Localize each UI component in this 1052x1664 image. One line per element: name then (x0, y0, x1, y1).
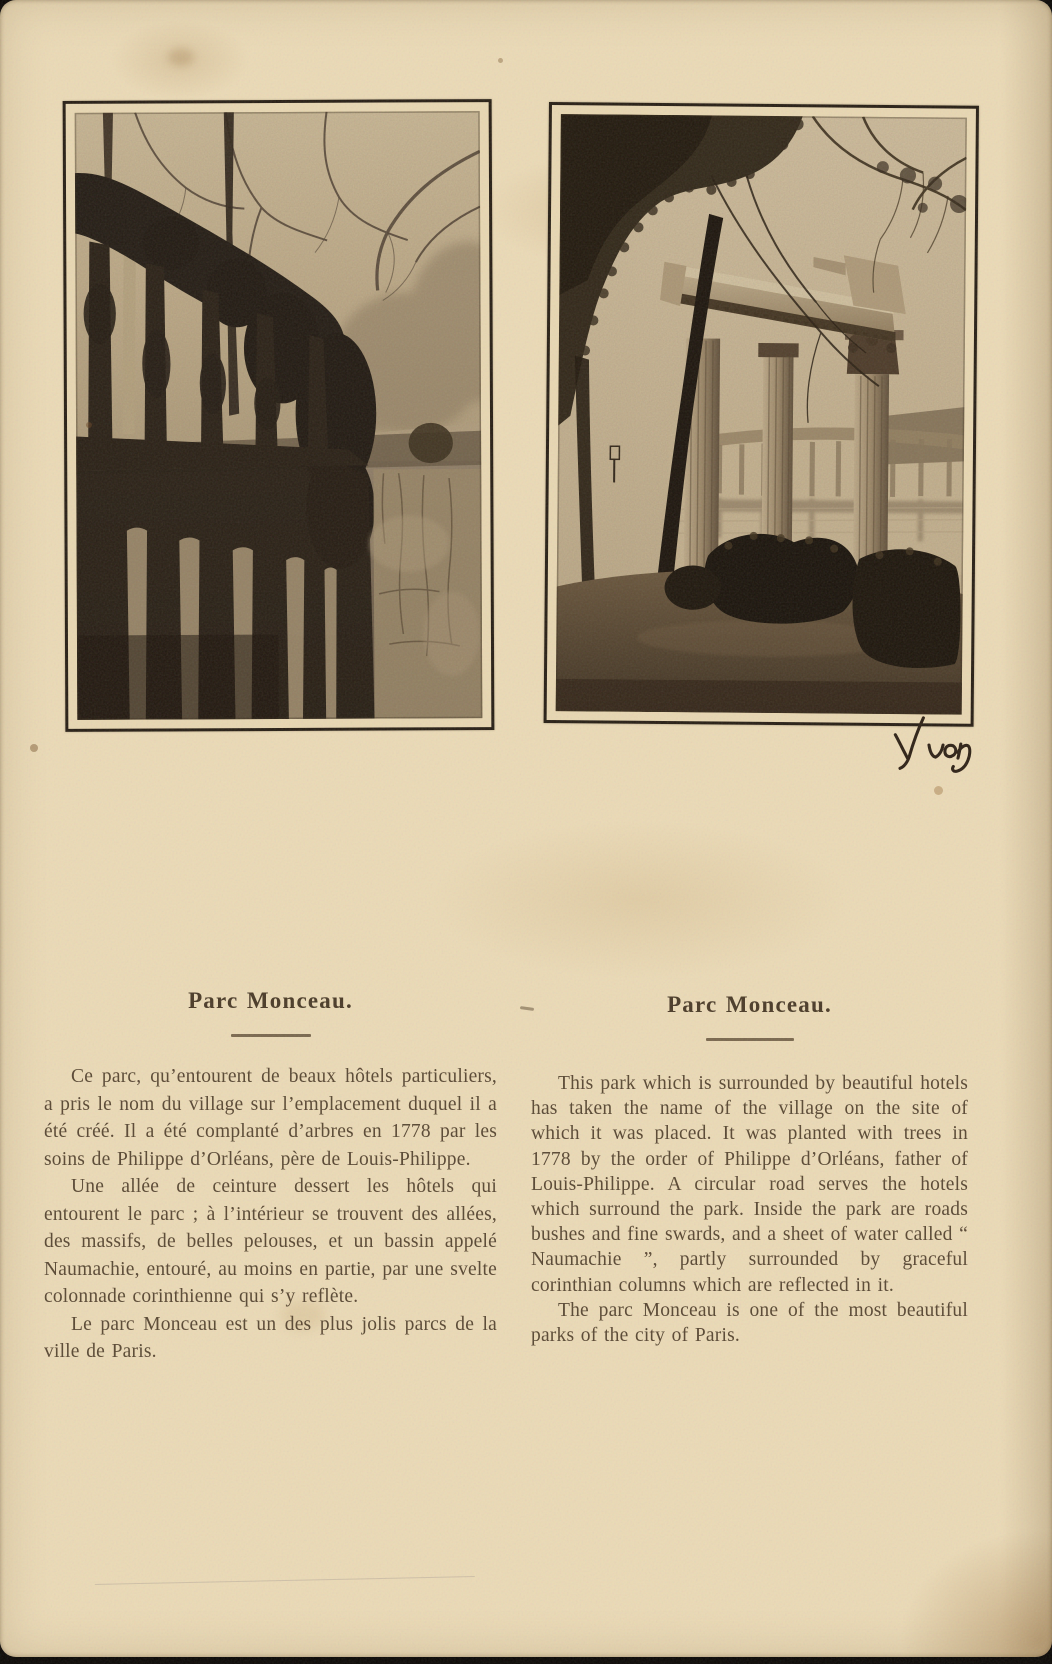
stain-blot (168, 48, 194, 66)
english-title-rule (706, 1038, 794, 1041)
left-photo (75, 111, 483, 720)
french-paragraphs (44, 1063, 497, 1366)
right-photo-frame (544, 102, 979, 727)
yvon-signature (886, 714, 972, 776)
french-paragraph-1: Ce parc, qu’entourent de beaux hôtels particuliers, a pris le nom du village sur l’emplacement duquel il a été créé. Il a été complanté d’arbres en 1778 par les soins de Philippe d’Orléans, père de Louis-Philippe. (44, 1066, 497, 1170)
faint-pencil-mark (95, 1576, 475, 1605)
french-paragraph-3: Le parc Monceau est un des plus jolis parcs de la ville de Paris. (44, 1313, 497, 1362)
french-section (44, 988, 497, 1366)
french-title-rule (231, 1034, 311, 1037)
left-photo-frame (63, 99, 495, 732)
stain-speck (30, 744, 38, 752)
english-paragraph-2: The parc Monceau is one of the most beautiful parks of the city of Paris. (531, 1299, 968, 1347)
english-paragraphs (531, 1071, 968, 1348)
stain-speck (934, 786, 943, 795)
english-title: Parc Monceau. (667, 992, 832, 1017)
english-paragraph-1: This park which is surrounded by beautiful hotels has taken the name of the village on the site of which it was placed. It was planted with trees in 1778 by the order of Philippe d’Orléans, father of Louis-Philippe. A circular road serves the hotels which surround the park. Inside the park are roads bushes and fine swards, and a sheet of water called “ Naumachie ”, partly surrounded by graceful corinthian columns which are reflected in it. (531, 1073, 968, 1296)
french-title: Parc Monceau. (188, 988, 353, 1013)
stain-speck (498, 58, 503, 63)
right-photo (556, 114, 967, 715)
english-section (531, 992, 968, 1348)
stray-ink-mark (520, 1006, 534, 1011)
french-paragraph-2: Une allée de ceinture dessert les hôtels qui entourent le parc ; à l’intérieur se trouvent des allées, des massifs, de belles pelouses, et un bassin appelé Naumachie, entouré, au moins en partie, par une svelte colonnade corinthienne qui s’y reflète. (44, 1176, 497, 1307)
stain-speck (86, 422, 92, 428)
